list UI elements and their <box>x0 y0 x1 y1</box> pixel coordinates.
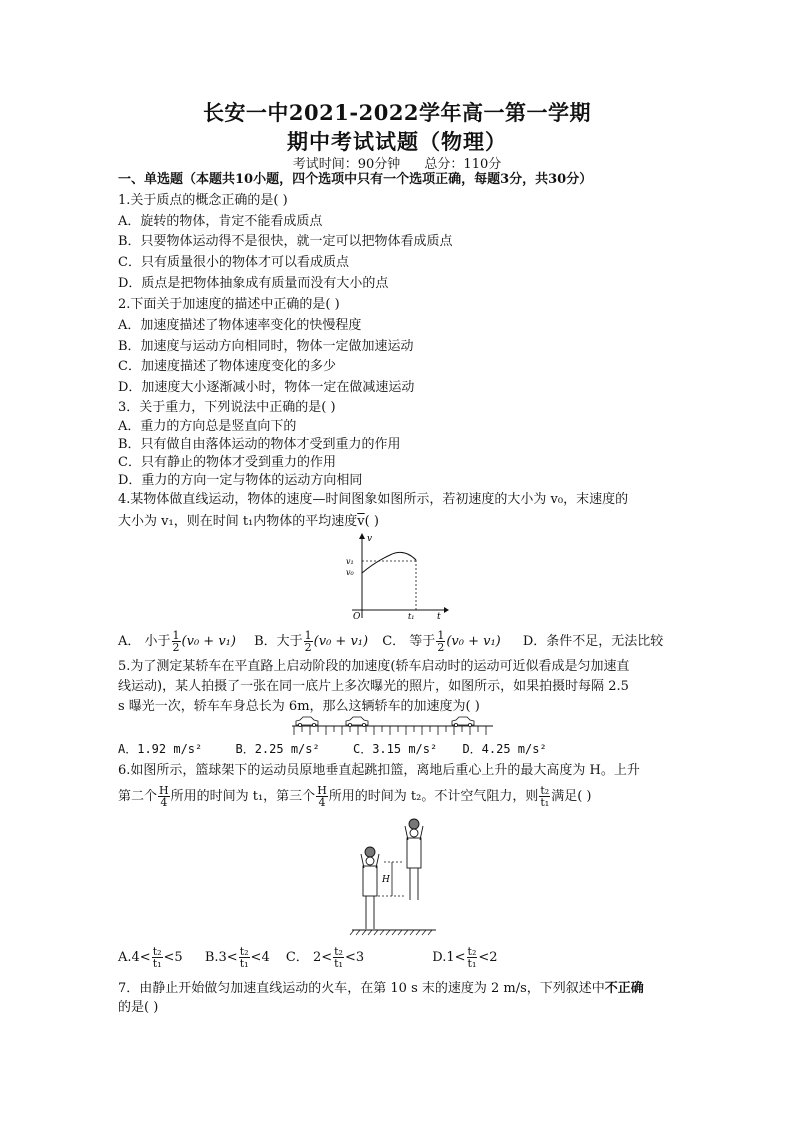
q6-options <box>118 946 498 969</box>
q6-frac-c: $\frac{\text{t₂}}{\text{t₁}}$ <box>334 945 343 970</box>
q5-car-2 <box>346 717 368 727</box>
q4-v-arrow <box>359 533 365 539</box>
q6-option-b: B.3< $\frac{\text{t₂}}{\text{t₁}}$ <4 <box>204 945 270 970</box>
q2-stem: 2.下面关于加速度的描述中正确的是( ) <box>118 297 340 312</box>
q1-option-d: D．质点是把物体抽象成有质量而没有大小的点 <box>118 276 389 291</box>
q1-option-a: A．旋转的物体，肯定不能看成质点 <box>118 214 323 229</box>
q6-player-jumping <box>405 819 423 900</box>
q4-stem-paren: ( ) <box>364 514 379 529</box>
q1-stem: 1.关于质点的概念正确的是( ) <box>118 193 288 208</box>
q5-stem-line1: 5.为了测定某轿车在平直路上启动阶段的加速度(轿车启动时的运动可近似看成是匀加速直 <box>118 659 630 674</box>
q4-option-c: C． 等于 $\frac{1}{2}$ (v₀ + v₁) <box>382 629 501 654</box>
q4-origin-label: O <box>353 612 361 620</box>
section-heading: 一、单选题（本题共10小题，四个选项中只有一个选项正确，每题3分，共30分） <box>118 172 593 187</box>
q4-vbar: $\overline{v}$ <box>357 514 365 529</box>
q5-stem-line2: 线运动)，某人拍摄了一张在同一底片上多次曝光的照片，如图所示，如果拍摄时每隔 2.5 <box>118 679 629 694</box>
q6-player-standing <box>361 847 379 929</box>
q3-option-d: D．重力的方向一定与物体的运动方向相同 <box>118 473 363 488</box>
q4-option-d: D．条件不足，无法比较 <box>522 634 664 649</box>
q3-option-c: C．只有静止的物体才受到重力的作用 <box>118 455 336 470</box>
q6-height-label: H <box>382 875 390 885</box>
q6-stem-line2: 第二个 $\frac{H}{4}$ 所用的时间为 t₁，第三个 $\frac{H}{4}$ 所用的时间为 t₂。不计空气阻力，则 $\frac{\text{t₂}}{\text{t₁}}$ 满足( ) <box>118 784 592 809</box>
q4-v0-label: v₀ <box>346 568 354 577</box>
q4-options <box>118 630 663 653</box>
q3-option-b: B．只有做自由落体运动的物体才受到重力的作用 <box>118 437 401 452</box>
q4-stem-line1: 4.某物体做直线运动，物体的速度—时间图象如图所示，若初速度的大小为 v₀，末速度的 <box>118 492 629 507</box>
q2-option-b: B．加速度与运动方向相同时，物体一定做加速运动 <box>118 339 414 354</box>
q7-stem-line2: 的是( ) <box>118 1000 159 1015</box>
q6-frac-h-2: $\frac{H}{4}$ <box>317 784 327 809</box>
exam-time: 考试时间：90分钟 <box>292 157 401 172</box>
q6-frac-b: $\frac{\text{t₂}}{\text{t₁}}$ <box>239 945 249 970</box>
q6-basketball-figure <box>348 818 438 938</box>
q3-stem: 3．关于重力，下列说法中正确的是( ) <box>118 400 336 415</box>
q4-vt-graph <box>340 530 450 620</box>
q6-frac-t: $\frac{\text{t₂}}{\text{t₁}}$ <box>540 784 550 809</box>
q6-option-d: D.1< $\frac{\text{t₂}}{\text{t₁}}$ <2 <box>432 945 498 970</box>
q7-emphasis: 不正确 <box>604 981 644 996</box>
q5-ruler-ticks <box>294 726 486 735</box>
q4-vt-curve <box>362 552 416 573</box>
q5-car-1 <box>296 717 318 727</box>
q4-t-arrow <box>444 607 449 613</box>
q2-option-a: A．加速度描述了物体速率变化的快慢程度 <box>118 318 362 333</box>
q4-frac-c: $\frac{1}{2}$ <box>437 629 445 654</box>
q4-option-b: B．大于 $\frac{1}{2}$ (v₀ + v₁) <box>254 629 369 654</box>
q5-option-d: D．4.25 m/s² <box>462 742 547 756</box>
q2-option-c: C．加速度描述了物体速度变化的多少 <box>118 359 336 374</box>
q4-option-a: A． 小于 $\frac{1}{2}$ (v₀ + v₁) <box>118 629 236 654</box>
exam-subtitle: 期中考试试题（物理） <box>287 129 507 154</box>
q4-t-axis-label: t <box>437 612 441 620</box>
q2-option-d: D．加速度大小逐渐减小时，物体一定在做减速运动 <box>118 380 415 395</box>
q5-stem-line3: s 曝光一次，轿车车身总长为 6m，那么这辆轿车的加速度为( ) <box>118 699 480 714</box>
q6-frac-d: $\frac{\text{t₂}}{\text{t₁}}$ <box>467 945 477 970</box>
total-score: 总分：110分 <box>424 157 502 172</box>
q5-options <box>118 740 547 758</box>
q3-option-a: A．重力的方向总是竖直向下的 <box>118 419 297 434</box>
q4-frac-b: $\frac{1}{2}$ <box>304 629 312 654</box>
q5-option-c: C．3.15 m/s² <box>352 742 438 756</box>
q4-stem-line2 <box>118 513 379 531</box>
q4-v-axis-label: v <box>367 534 373 544</box>
q7-stem-line1: 7．由静止开始做匀加速直线运动的火车，在第 10 s 末的速度为 2 m/s，下列叙述中不正确 <box>118 981 644 996</box>
exam-info <box>0 153 794 172</box>
q6-frac-h-1: $\frac{H}{4}$ <box>159 784 169 809</box>
q4-v1-label: v₁ <box>346 557 354 566</box>
q1-option-c: C．只有质量很小的物体才可以看成质点 <box>118 255 349 270</box>
q6-option-a: A.4< $\frac{\text{t₂}}{\text{t₁}}$ <5 <box>118 945 183 970</box>
q4-stem-text: 大小为 v₁，则在时间 t₁内物体的平均速度 <box>118 514 358 529</box>
q5-car-3 <box>452 717 474 727</box>
q6-stem-line1: 6.如图所示，篮球架下的运动员原地垂直起跳扣篮，离地后重心上升的最大高度为 H。上升 <box>118 763 640 778</box>
q4-frac-a: $\frac{1}{2}$ <box>172 629 180 654</box>
q5-car-photo <box>290 714 495 736</box>
q1-option-b: B．只要物体运动得不是很快，就一定可以把物体看成质点 <box>118 234 453 249</box>
q6-ground-hatch <box>350 930 432 935</box>
q5-option-b: B．2.25 m/s² <box>235 742 320 756</box>
q6-option-c: C． 2< $\frac{\text{t₂}}{\text{t₁}}$ <3 <box>285 945 365 970</box>
q6-frac-a: $\frac{\text{t₂}}{\text{t₁}}$ <box>152 945 162 970</box>
exam-title: 长安一中2021-2022学年高一第一学期 <box>202 100 592 125</box>
q5-option-a: A．1.92 m/s² <box>118 742 203 756</box>
q4-t1-label: t₁ <box>408 612 415 620</box>
